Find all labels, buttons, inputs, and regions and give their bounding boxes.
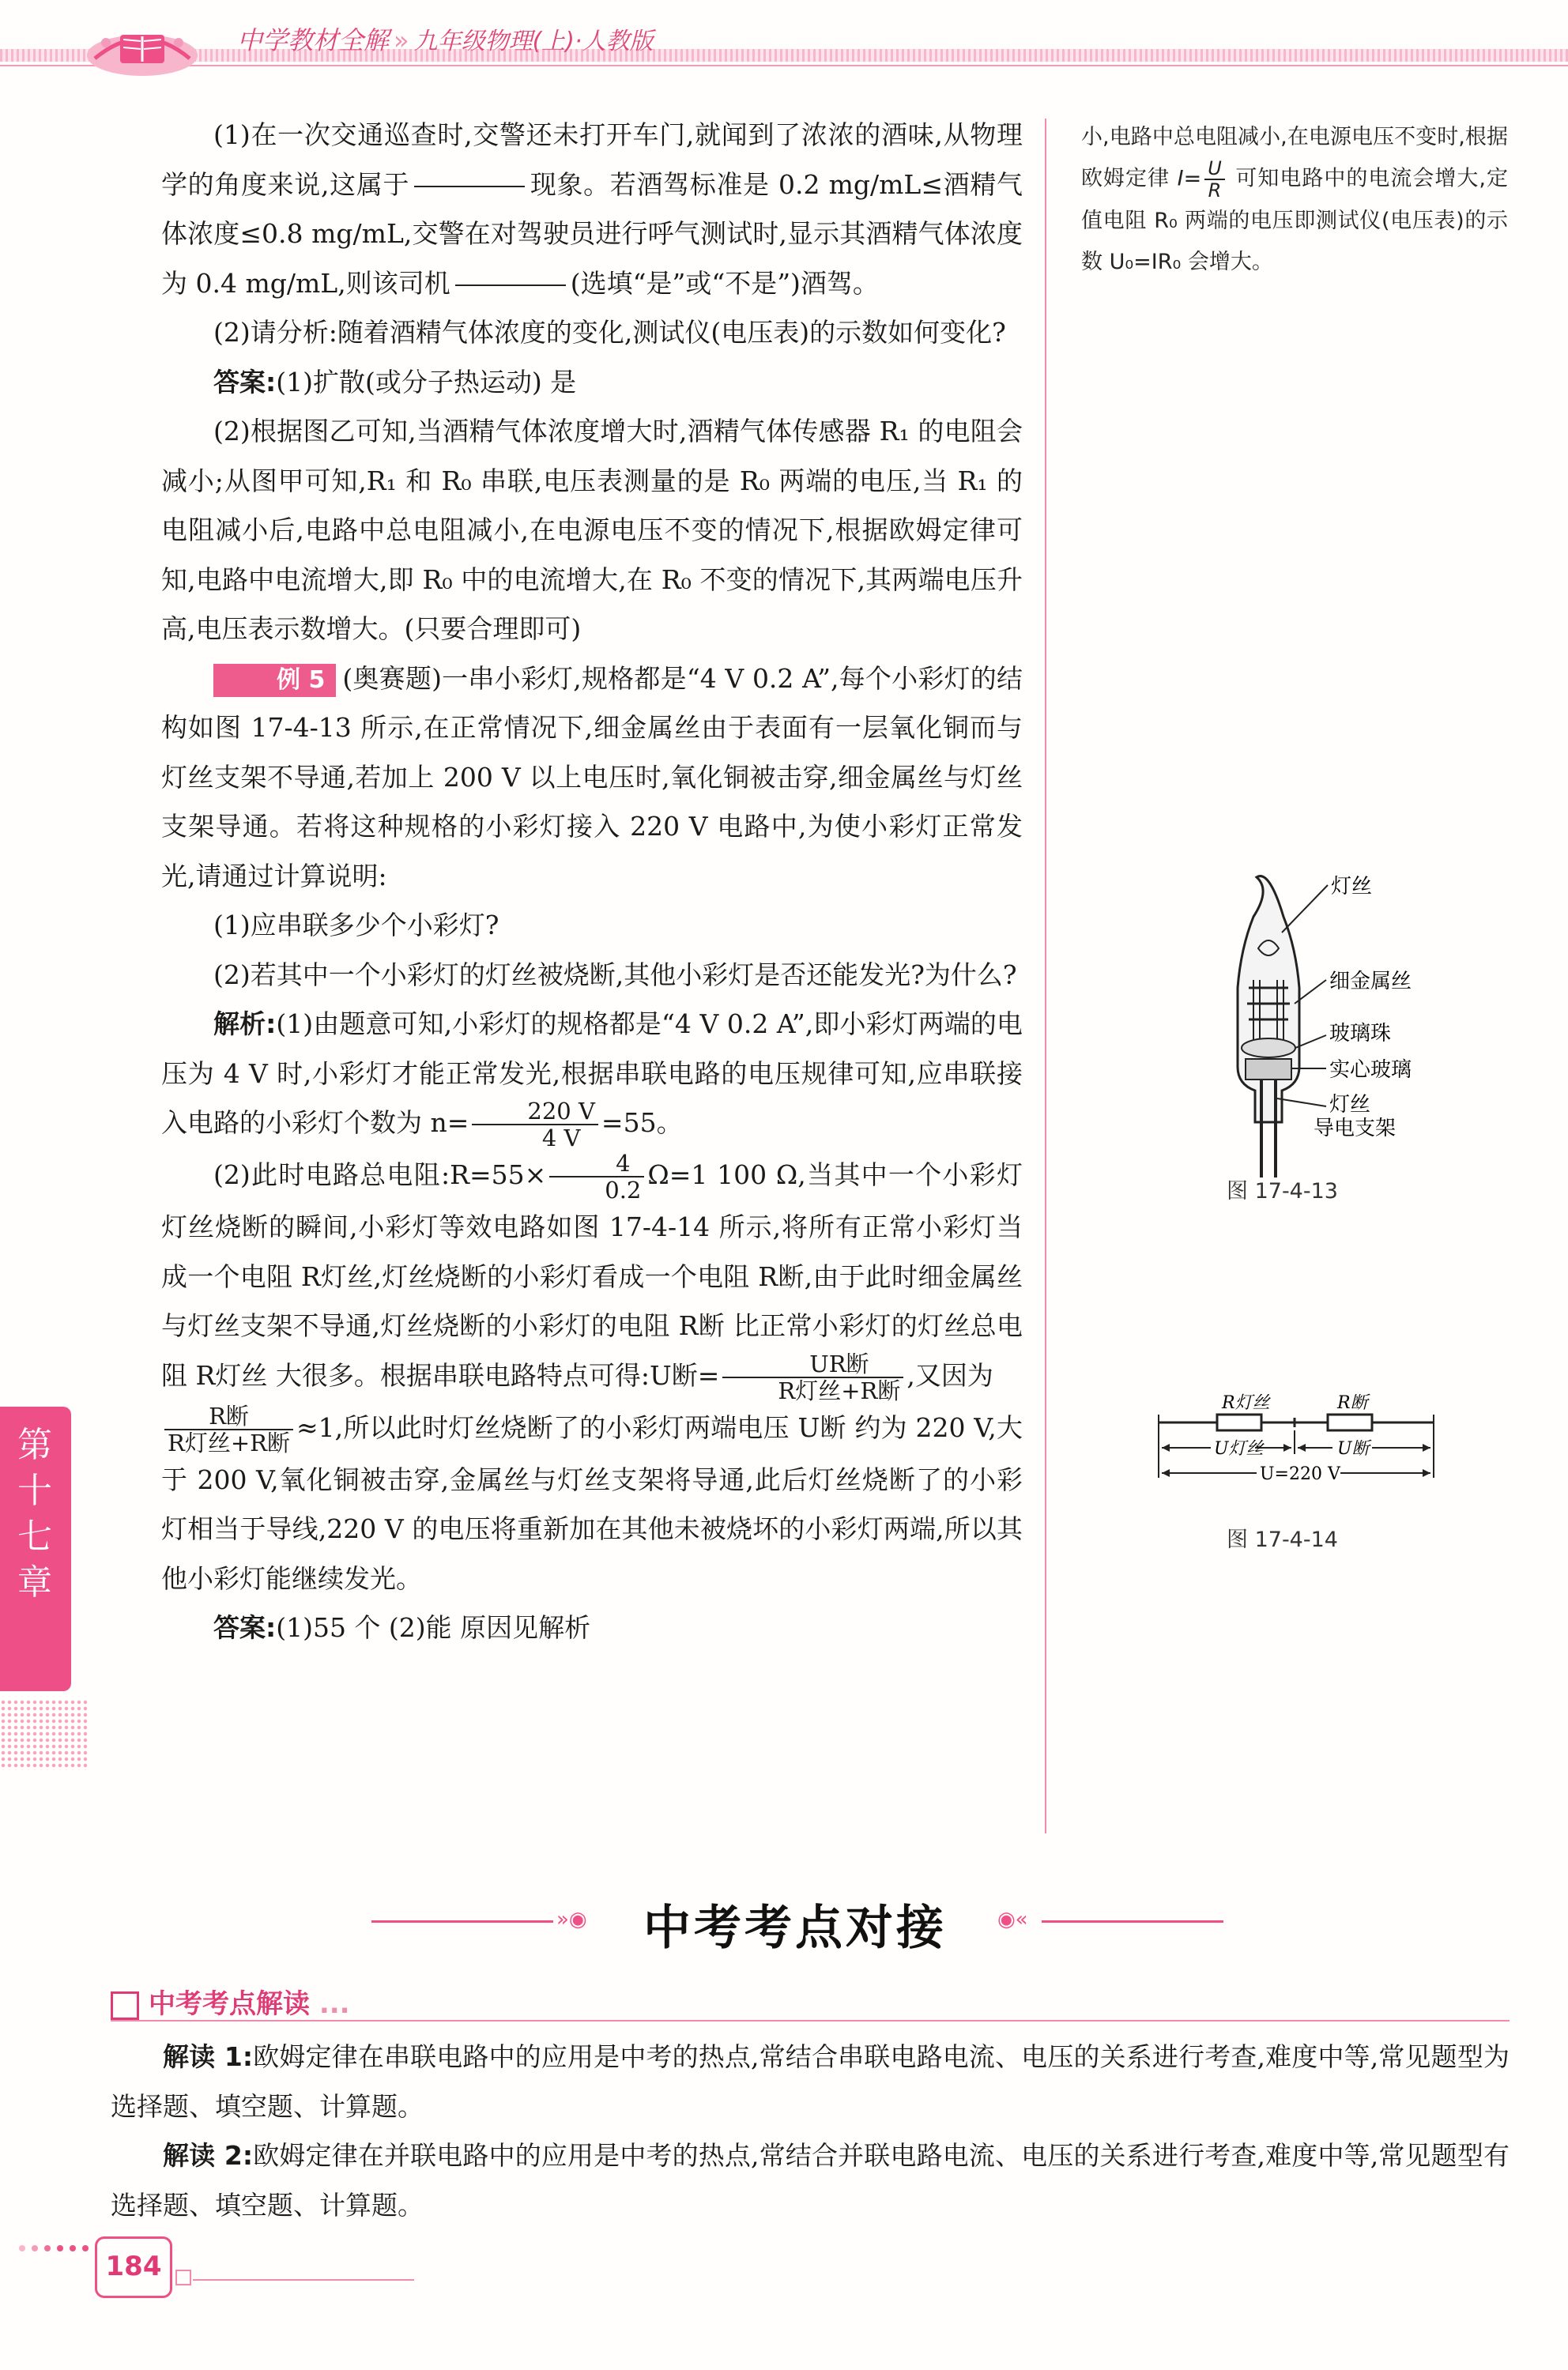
- fraction-n-den: 4 V: [541, 1125, 581, 1151]
- footer-dots: [16, 2244, 103, 2252]
- question-1-text-b: 现象。若酒驾标准是 0.2 mg/mL≤酒精气体浓度≤0.8 mg/mL,交警在对驾驶员进行呼气测试时,显示其酒精气体浓度为 0.4 mg/mL,则该司机: [161, 168, 1023, 299]
- analysis-1-end: =55。: [601, 1107, 683, 1138]
- leader-5: [1277, 1098, 1326, 1106]
- fraction-k-num: R断: [164, 1404, 293, 1430]
- label-filament: 灯丝: [1331, 875, 1373, 899]
- analysis-2-text-b: Ω=1 100 Ω,当其中一个小彩灯灯丝烧断的瞬间,小彩灯等效电路如图 17-4-14 所示,将所有正常小彩灯当成一个电阻 R灯丝,灯丝烧断的小彩灯看成一个电阻 R断,由于此时细金属丝与灯丝支架不导通,灯丝烧断的小彩灯的电阻 R断 比正常小彩灯的灯丝总电阻 R灯丝 大很多。根据串联电路特点可得:U断=: [161, 1159, 1023, 1391]
- sub-heading-text: 中考考点解读: [149, 1988, 310, 2020]
- analysis-2-text-c: ,又因为: [906, 1359, 993, 1391]
- fraction-n: [472, 1098, 598, 1151]
- section-title: 中考考点对接: [643, 1901, 947, 1956]
- side-formula-lhs: I=: [1177, 166, 1202, 191]
- analysis-label: 解析:: [213, 1008, 277, 1039]
- label-solid-glass: 实心玻璃: [1329, 1058, 1412, 1082]
- final-answer-label: 答案:: [213, 1612, 277, 1643]
- label-r-filament: R灯丝: [1222, 1393, 1270, 1413]
- side-note: [1081, 117, 1508, 283]
- label-filament-2: 灯丝: [1329, 1093, 1371, 1117]
- book-title: 中学教材全解: [237, 25, 390, 55]
- fraction-r-num: 4: [549, 1151, 644, 1177]
- example-5-text: (奥赛题)一串小彩灯,规格都是“4 V 0.2 A”,每个小彩灯的结构如图 17-4-13 所示,在正常情况下,细金属丝由于表面有一层氧化铜而与灯丝支架不导通,若加上 200 V 以上电压时,氧化铜被击穿,细金属丝与灯丝支架导通。若将这种规格的小彩灯接入 220 V 电路中,为使小彩灯正常发光,请通过计算说明:: [161, 662, 1023, 891]
- exam-point-1-text: 欧姆定律在串联电路中的应用是中考的热点,常结合串联电路电流、电压的关系进行考查,难度中等,常见题型为选择题、填空题、计算题。: [111, 2041, 1510, 2122]
- analysis-1-text: (1)由题意可知,小彩灯的规格都是“4 V 0.2 A”,即小彩灯两端的电压为 4 V 时,小彩灯才能正常发光,根据串联电路的电压规律可知,应串联接入电路的小彩灯个数为 n=: [161, 1008, 1023, 1138]
- final-answer: [161, 1603, 1023, 1653]
- chapter-tab-dots: [0, 1699, 87, 1770]
- label-u-total: U=220 V: [1260, 1464, 1340, 1484]
- question-1-text-c: (选填“是”或“不是”)酒驾。: [570, 267, 879, 299]
- sub-heading-icon: [111, 1991, 139, 2020]
- main-column: [161, 111, 1023, 1653]
- footer-rule: [193, 2279, 414, 2281]
- column-divider: [1045, 119, 1046, 1833]
- leader-1: [1282, 885, 1328, 933]
- resistor-broken: [1328, 1415, 1372, 1430]
- resistor-filament: [1217, 1415, 1261, 1430]
- header-separator: »: [394, 25, 409, 55]
- banner-arrow-left-icon: ◉«: [997, 1908, 1028, 1931]
- answer-label: 答案:: [213, 366, 277, 398]
- question-1: [161, 111, 1023, 308]
- label-glass-bead: 玻璃珠: [1329, 1022, 1392, 1046]
- label-r-broken: R断: [1337, 1393, 1368, 1413]
- fraction-n-num: 220 V: [472, 1098, 598, 1125]
- answer-1-text: (1)扩散(或分子热运动) 是: [276, 366, 577, 398]
- fraction-r-den: 0.2: [605, 1177, 642, 1204]
- book-subtitle: 九年级物理(上)·人教版: [413, 28, 654, 55]
- fraction-u-den: R灯丝+R断: [778, 1377, 901, 1404]
- side-note-text-b: 可知电路中的电流会增大,定值电阻 R₀ 两端的电压即测试仪(电压表)的示数 U₀=IR₀ 会增大。: [1081, 166, 1508, 274]
- analysis-1: [161, 1000, 1023, 1151]
- header-stripe: [0, 49, 1568, 62]
- side-formula-num: U: [1204, 158, 1225, 180]
- bulb-glass-shape: [1238, 876, 1299, 1122]
- header-title: [237, 21, 654, 57]
- solid-glass: [1246, 1059, 1291, 1079]
- example-5-q2: (2)若其中一个小彩灯的灯丝被烧断,其他小彩灯是否还能发光?为什么?: [213, 959, 1017, 990]
- footer-square-icon: [175, 2270, 191, 2285]
- label-u-filament: U灯丝: [1214, 1439, 1264, 1459]
- sub-heading-dots: ...: [310, 1988, 350, 2020]
- fraction-u: [722, 1351, 903, 1404]
- exam-point-2-text: 欧姆定律在并联电路中的应用是中考的热点,常结合并联电路电流、电压的关系进行考查,难度中等,常见题型有选择题、填空题、计算题。: [111, 2140, 1510, 2221]
- page-number: 184: [95, 2236, 172, 2298]
- fraction-k-den: R灯丝+R断: [168, 1429, 290, 1456]
- answer-blank-1: [414, 185, 525, 187]
- sub-heading-rule: [111, 2020, 1510, 2021]
- exam-point-1: [111, 2033, 1510, 2131]
- final-answer-text: (1)55 个 (2)能 原因见解析: [276, 1612, 591, 1643]
- analysis-2-text-d: ≈1,所以此时灯丝烧断了的小彩灯两端电压 U断 约为 220 V,大于 200 V,氧化铜被击穿,金属丝与灯丝支架将导通,此后灯丝烧断了的小彩灯相当于导线,220 V 的电压将重新加在其他未被烧坏的小彩灯两端,所以其他小彩灯能继续发光。: [161, 1411, 1023, 1594]
- header-rule: [0, 65, 1568, 66]
- side-formula-den: R: [1208, 179, 1222, 202]
- analysis-2-text-a: (2)此时电路总电阻:R=55×: [213, 1159, 547, 1190]
- figure-2-caption: 图 17-4-14: [1227, 1528, 1338, 1552]
- banner-arrow-right-icon: »◉: [556, 1908, 587, 1931]
- example-5: [161, 654, 1023, 902]
- banner-line-right: [1042, 1920, 1223, 1923]
- question-2: (2)请分析:随着酒精气体浓度的变化,测试仪(电压表)的示数如何变化?: [213, 317, 1006, 348]
- sub-heading: [111, 1982, 350, 2021]
- side-note-text-a: 小,电路中总电阻减小,在电源电压不变时,根据欧姆定律: [1081, 125, 1508, 191]
- label-u-broken: U断: [1337, 1439, 1370, 1459]
- answer-blank-2: [455, 284, 566, 286]
- exam-point-2-label: 解读 2:: [163, 2140, 254, 2171]
- banner-line-left: [371, 1920, 553, 1923]
- glass-bead: [1242, 1038, 1295, 1057]
- lamp-bulb-figure: [1209, 861, 1446, 1193]
- figure-1-caption: 图 17-4-13: [1227, 1179, 1338, 1204]
- question-1-text-a: (1)在一次交通巡查时,交警还未打开车门,就闻到了浓浓的酒味,从物理学的角度来说,这属于: [161, 119, 1023, 200]
- exam-points: [111, 2033, 1510, 2230]
- exam-point-2: [111, 2131, 1510, 2230]
- fraction-u-num: UR断: [722, 1351, 903, 1378]
- circuit-figure: [1154, 1391, 1438, 1494]
- label-support: 导电支架: [1314, 1117, 1396, 1140]
- analysis-2-cont: [161, 1404, 1023, 1604]
- exam-point-1-label: 解读 1:: [163, 2041, 254, 2072]
- analysis-2: [161, 1151, 1023, 1404]
- chapter-tab-label: 第十七章: [17, 1425, 52, 1603]
- answer-1: [161, 358, 1023, 408]
- label-metal-wire: 细金属丝: [1329, 970, 1412, 993]
- example-5-q1: (1)应串联多少个小彩灯?: [213, 910, 499, 940]
- answer-2: (2)根据图乙可知,当酒精气体浓度增大时,酒精气体传感器 R₁ 的电阻会减小;从图甲可知,R₁ 和 R₀ 串联,电压表测量的是 R₀ 两端的电压,当 R₁ 的电阻减小后,电路中总电阻减小,在电源电压不变的情况下,根据欧姆定律可知,电路中电流增大,即 R₀ 中的电流增大,在 R₀ 不变的情况下,其两端电压升高,电压表示数增大。(只要合理即可): [161, 416, 1023, 644]
- example-tag: 例 5: [213, 664, 336, 697]
- book-logo-icon: [79, 11, 205, 79]
- fraction-r: [549, 1151, 644, 1203]
- side-formula-fraction: [1204, 158, 1225, 201]
- fraction-k: [164, 1404, 293, 1456]
